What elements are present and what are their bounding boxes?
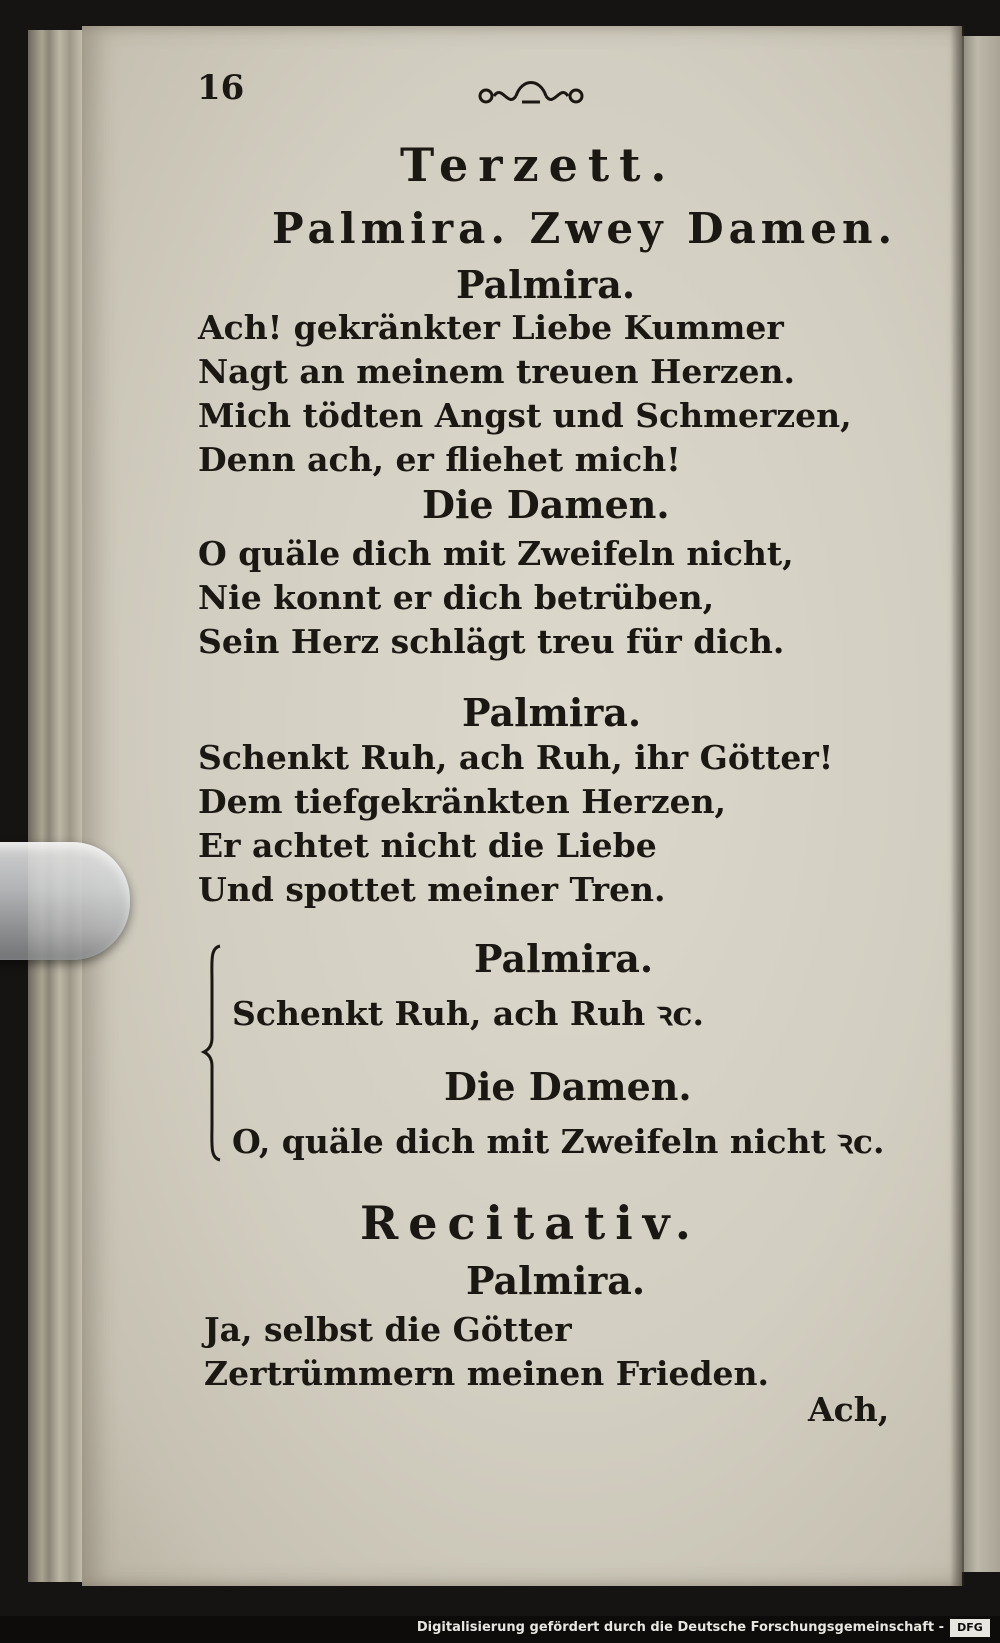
speaker-label: Palmira. xyxy=(466,1258,646,1303)
facing-page-edge xyxy=(962,36,1000,1572)
verse-line: Sein Herz schlägt treu für dich. xyxy=(198,622,785,661)
verse-block xyxy=(204,1308,769,1396)
verse-line: Mich tödten Angst und Schmerzen, xyxy=(198,396,852,435)
catchword: Ach, xyxy=(808,1390,890,1429)
verse-line: Schenkt Ruh, ach Ruh ꝛc. xyxy=(232,994,704,1033)
verse-line: Nie konnt er dich betrüben, xyxy=(198,578,715,617)
verse-line: Zertrümmern meinen Frieden. xyxy=(204,1354,770,1393)
verse-line: Ja, selbst die Götter xyxy=(204,1310,572,1349)
speaker-label: Palmira. xyxy=(456,262,636,307)
funding-credit: Digitalisierung gefördert durch die Deutsche Forschungsgemeinschaft - xyxy=(416,1620,944,1635)
cast-line: Palmira. Zwey Damen. xyxy=(272,204,898,253)
heading-recitativ: Recitativ. xyxy=(360,1196,701,1250)
verse-line: Dem tiefgekränkten Herzen, xyxy=(198,782,727,821)
dfg-logo: DFG xyxy=(950,1619,990,1637)
speaker-label: Die Damen. xyxy=(422,482,670,527)
speaker-label: Die Damen. xyxy=(444,1064,692,1109)
printer-ornament-icon xyxy=(478,74,584,114)
gutter-shadow xyxy=(950,26,964,1586)
page-number: 16 xyxy=(197,68,245,108)
speaker-label: Palmira. xyxy=(462,690,642,735)
verse-block xyxy=(198,306,852,482)
verse-line: Er achtet nicht die Liebe xyxy=(198,826,657,865)
verse-line: Schenkt Ruh, ach Ruh, ihr Götter! xyxy=(198,738,834,777)
verse-block xyxy=(198,736,833,912)
verse-line: Ach! gekränkter Liebe Kummer xyxy=(198,308,784,347)
verse-line: O quäle dich mit Zweifeln nicht, xyxy=(198,534,794,573)
verse-line: Nagt an meinem treuen Herzen. xyxy=(198,352,795,391)
speaker-label: Palmira. xyxy=(474,936,654,981)
verse-line: Und spottet meiner Tren. xyxy=(198,870,666,909)
curly-brace-icon xyxy=(200,942,228,1164)
verse-line: Denn ach, er fliehet mich! xyxy=(198,440,681,479)
heading-terzett: Terzett. xyxy=(400,138,677,192)
page-clip xyxy=(0,842,130,960)
verse-block xyxy=(198,532,794,664)
verse-line: O, quäle dich mit Zweifeln nicht ꝛc. xyxy=(232,1122,885,1161)
